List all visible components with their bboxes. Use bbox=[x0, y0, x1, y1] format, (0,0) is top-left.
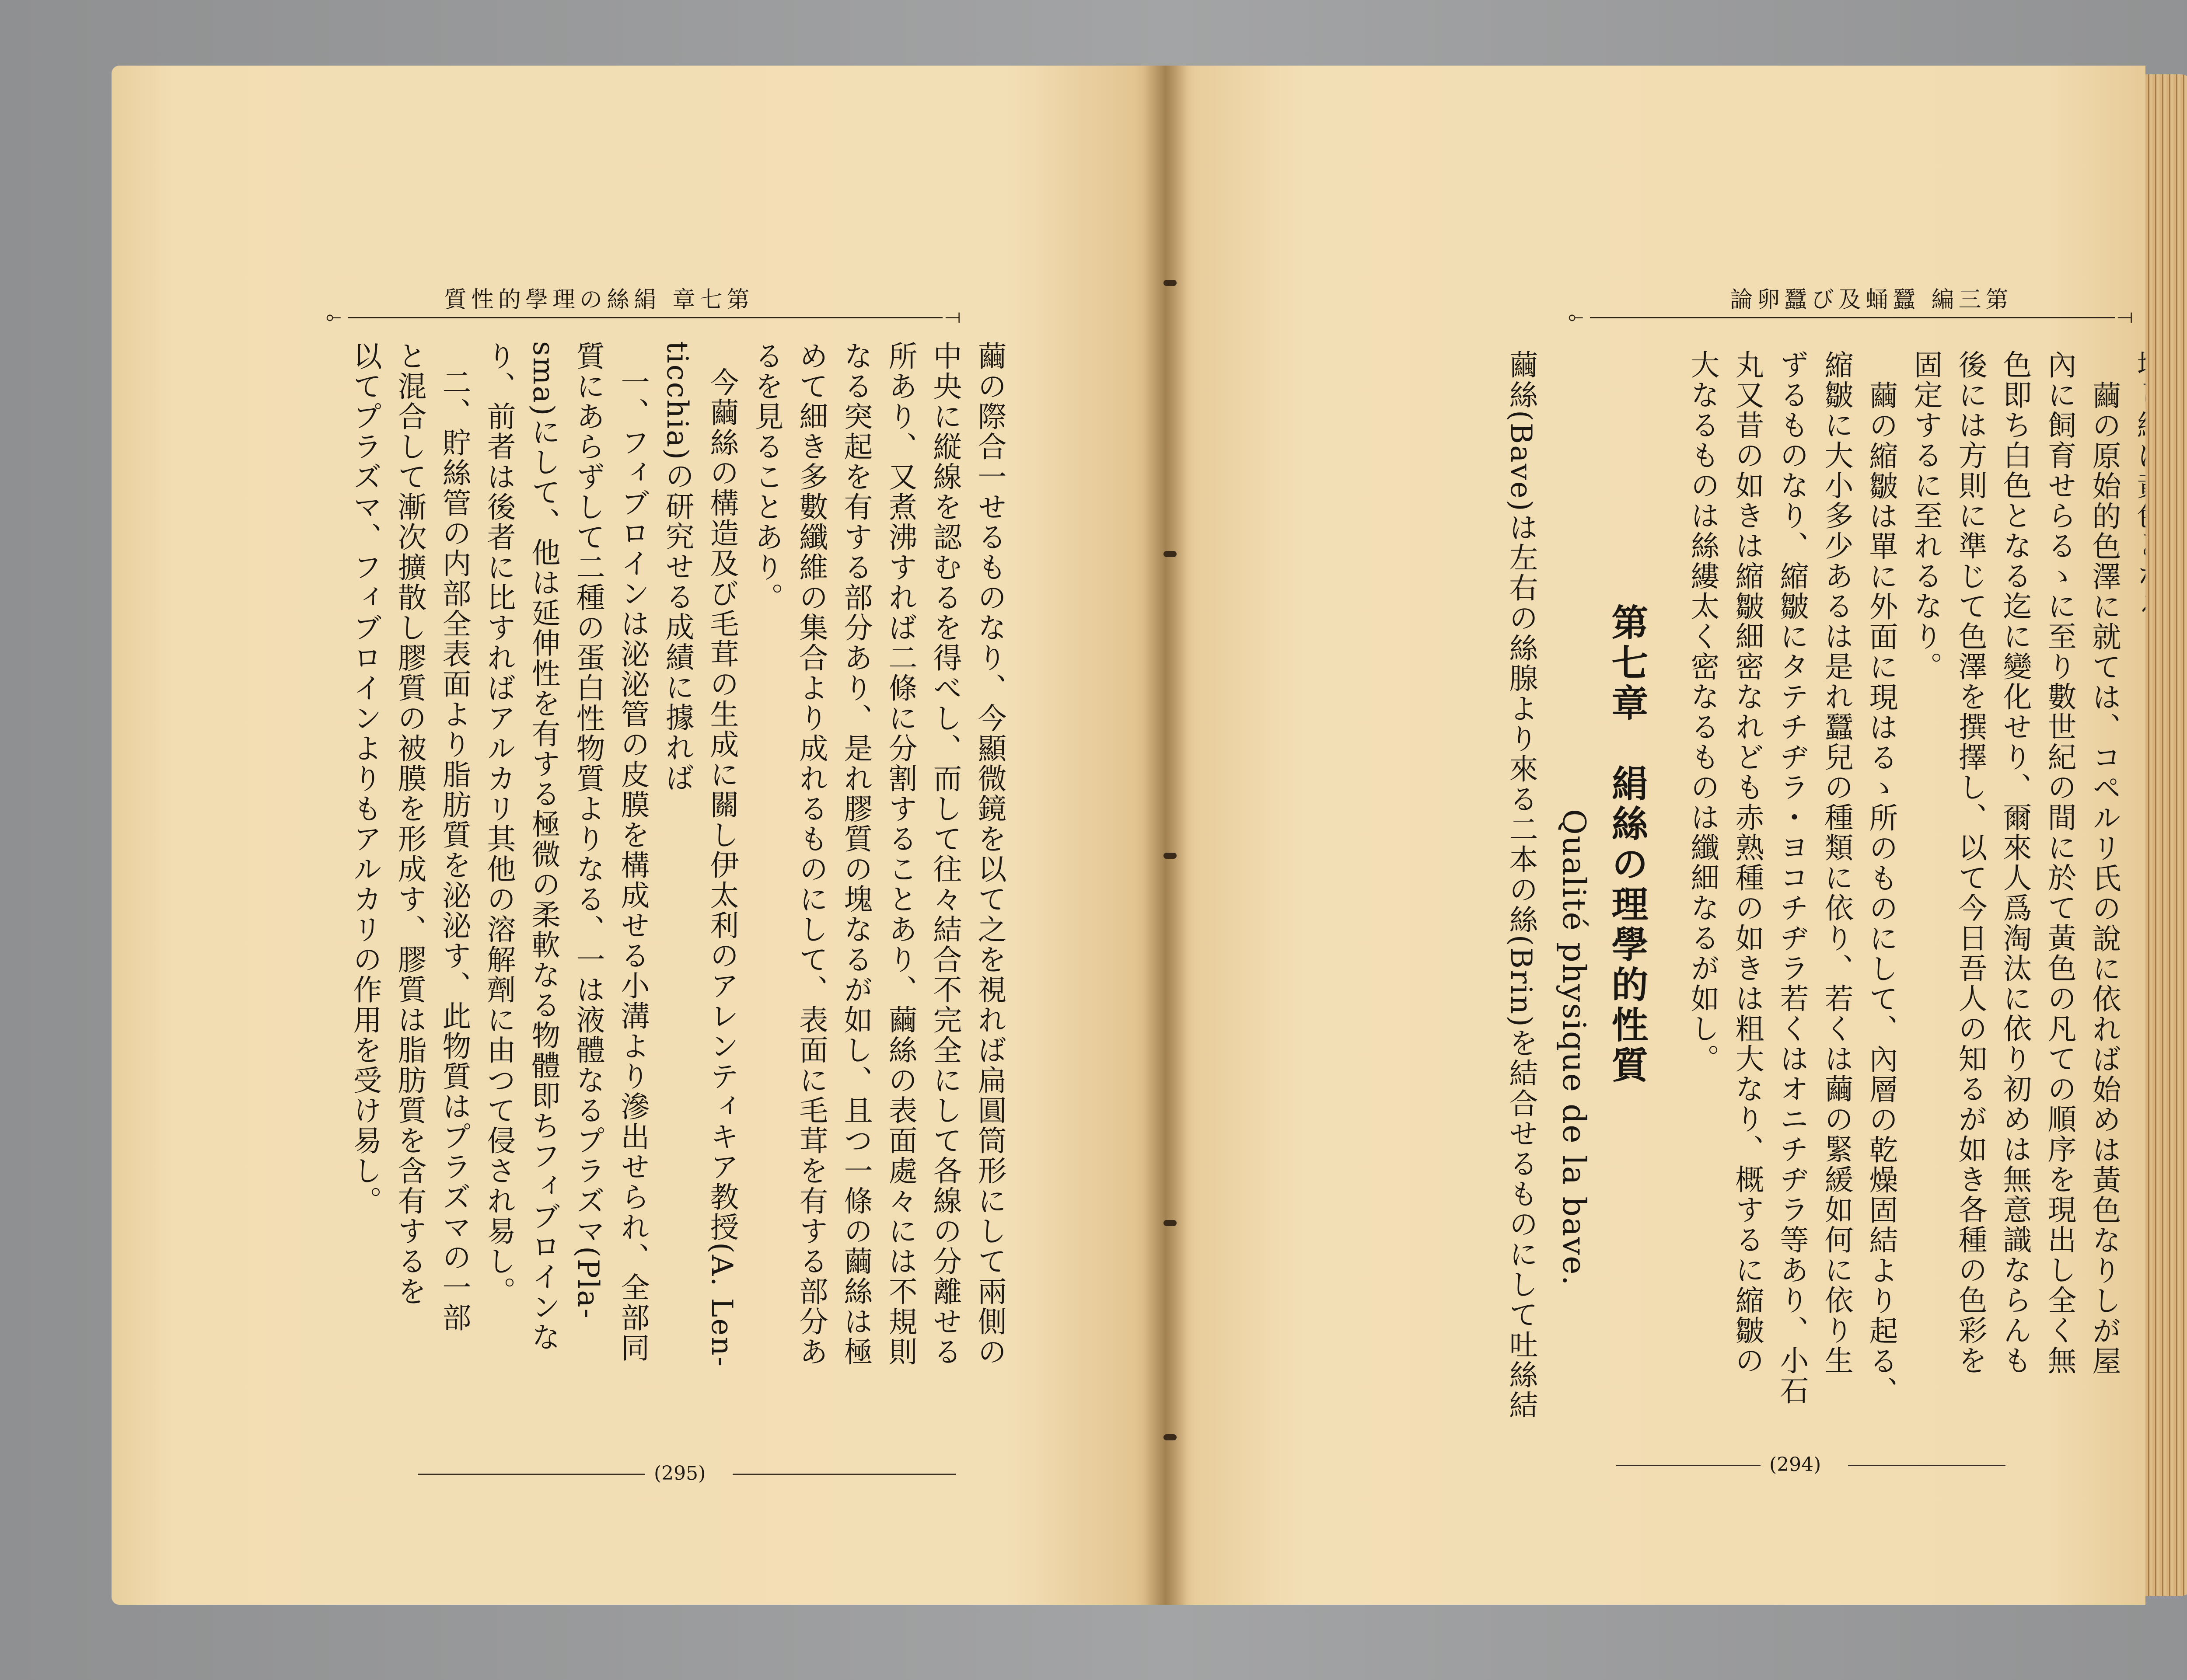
page-block-edges bbox=[2145, 74, 2187, 1596]
chapter-heading-french: Qualité physique de la bave. bbox=[1556, 809, 1593, 1286]
text-column: 今繭絲の構造及び毛茸の生成に關し伊太利のアレンティキア教授(A. Len- bbox=[705, 367, 739, 1368]
folio-rule-right bbox=[1848, 1465, 2005, 1466]
binding-stitch bbox=[1163, 551, 1177, 557]
text-column: 縮皺に大小多少あるは是れ蠶兒の種類に依り、若くは繭の緊緩如何に依り生 bbox=[1820, 350, 1853, 1376]
folio-rule-left bbox=[1616, 1465, 1761, 1466]
text-column: 後には方則に準じて色澤を撰擇し、以て今日吾人の知るが如き各種の色彩を bbox=[1953, 350, 1987, 1376]
binding-stitch bbox=[1163, 1220, 1177, 1226]
text-column: り、前者は後者に比すればアルカリ其他の溶解劑に由つて侵され易し。 bbox=[482, 341, 516, 1307]
text-column: 內に飼育せらるゝに至り數世紀の間に於て黃色の凡ての順序を現出し全く無 bbox=[2043, 350, 2076, 1376]
text-column: なる突起を有する部分あり、是れ膠質の塊なるが如し、且つ一條の繭絲は極 bbox=[839, 341, 873, 1367]
page-number: (295) bbox=[654, 1462, 706, 1485]
text-column: 丸又昔の如きは縮皺細密なれども赤熟種の如きは粗大なり、概するに縮皺の bbox=[1730, 350, 1764, 1376]
text-column: ずるものなり、縮皺にタテチヂラ・ヨコチヂラ若くはオニチヂラ等あり、小石 bbox=[1775, 350, 1809, 1406]
binding-stitch bbox=[1163, 853, 1177, 859]
folio-rule-right bbox=[733, 1474, 956, 1475]
binding-stitch bbox=[1163, 280, 1177, 286]
text-column: 質にあらずして二種の蛋白性物質よりなる、一は液體なるプラズマ(Pla- bbox=[571, 341, 605, 1320]
text-column: 大なるものは絲縷太く密なるものは纖細なるが如し。 bbox=[1686, 350, 1719, 1074]
binding-stitch bbox=[1163, 1434, 1177, 1440]
text-column: 以てプラズマ、フィブロインよりもアルカリの作用を受け易し。 bbox=[348, 341, 382, 1216]
text-column: 繭の縮皺は單に外面に現はるゝ所のものにして、內層の乾燥固結より起る、 bbox=[1864, 380, 1898, 1406]
text-column: るを見ることあり。 bbox=[750, 341, 783, 613]
text-column: ticchia)の研究せる成績に據れば bbox=[660, 341, 694, 793]
text-column: 二、貯絲管の内部全表面より脂肪質を泌泌す、此物質はプラズマの一部 bbox=[437, 367, 471, 1333]
book-gutter bbox=[1144, 66, 1188, 1605]
text-column: 一、フィブロインは泌泌管の皮膜を構成せる小溝より滲出せられ、全部同 bbox=[616, 367, 650, 1363]
text-column: 繭の際合一せるものなり、今顯微鏡を以て之を視れば扁圓筒形にして兩側の bbox=[973, 341, 1006, 1367]
chapter-heading: 第七章 絹絲の理學的性質 bbox=[1606, 603, 1649, 1086]
right-page bbox=[1166, 66, 2145, 1605]
header-ornament-right: ⟞ bbox=[945, 305, 961, 328]
running-head: 第三編 蠶蛹及び蠶卵論 bbox=[1730, 287, 2013, 313]
running-head: 第七章 絹絲の理學的性質 bbox=[444, 287, 754, 313]
text-column: 繭絲(Bave)は左右の絲腺より來る二本の絲(Brin)を結合せるものにして吐絲結 bbox=[1504, 350, 1538, 1420]
header-ornament-left: ⟜ bbox=[1568, 305, 1584, 328]
text-column: めて細き多數纖維の集合より成れるものにして、表面に毛茸を有する部分あ bbox=[794, 341, 828, 1367]
text-column: sma)にして、他は延伸性を有する極微の柔軟なる物體即ちフィブロインな bbox=[527, 341, 560, 1352]
header-rule bbox=[348, 317, 943, 318]
header-ornament-left: ⟜ bbox=[326, 305, 342, 328]
text-column: 中央に縦線を認むるを得べし、而して往々結合不完全にして各線の分離せる bbox=[928, 341, 962, 1367]
header-rule bbox=[1590, 317, 2115, 318]
left-page bbox=[112, 66, 1166, 1605]
text-column: 繭の原始的色澤に就ては、コペルリ氏の說に依れば始めは黃色なりしが屋 bbox=[2087, 380, 2121, 1376]
text-column: 所あり、又煮沸すれば二條に分割することあり、繭絲の表面處々には不規則 bbox=[884, 341, 917, 1367]
text-column: 色即ち白色となる迄に變化せり、爾來人爲淘汰に依り初めは無意識ならんも bbox=[1998, 350, 2032, 1376]
open-book bbox=[112, 66, 2187, 1618]
text-column: と混合して漸次擴散し膠質の被膜を形成す、膠質は脂肪質を含有するを bbox=[393, 341, 426, 1307]
header-ornament-right: ⟞ bbox=[2117, 305, 2133, 328]
page-number: (294) bbox=[1769, 1453, 1821, 1476]
text-column: 固定するに至れるなり。 bbox=[1909, 350, 1942, 682]
folio-rule-left bbox=[418, 1474, 645, 1475]
